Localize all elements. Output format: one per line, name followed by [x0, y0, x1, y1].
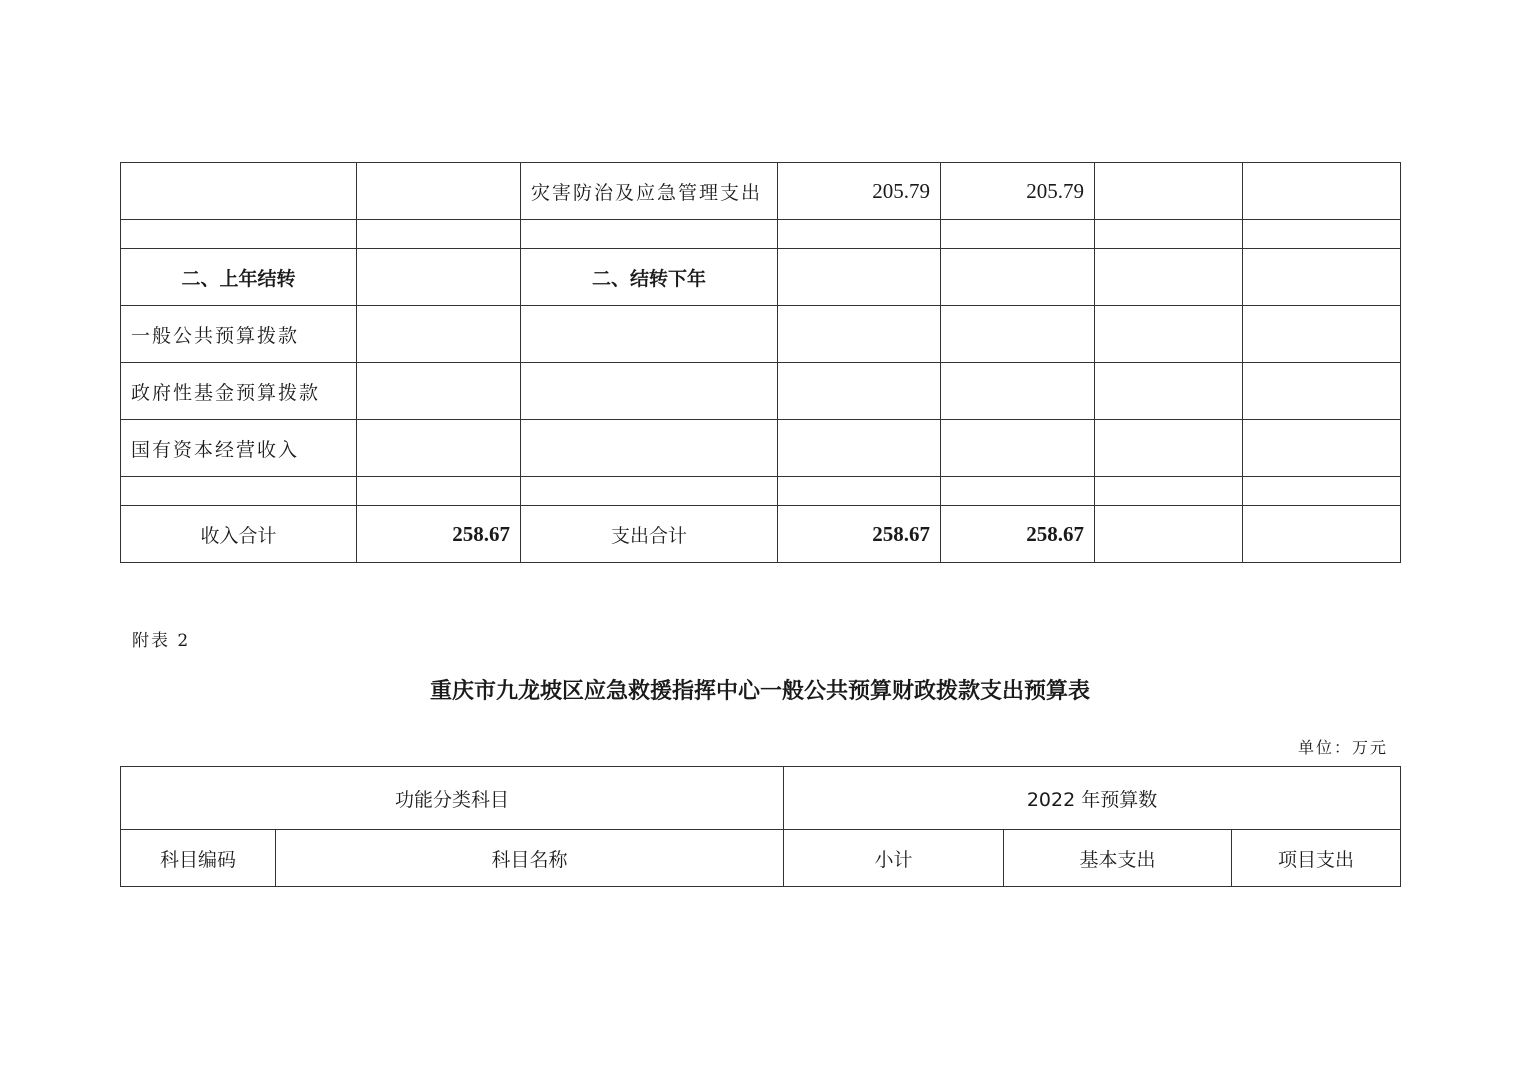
table-cell [941, 220, 1095, 249]
table-cell [1243, 220, 1401, 249]
table-cell [941, 477, 1095, 506]
table-row [121, 506, 1401, 563]
table-cell [521, 220, 778, 249]
table-header-row [121, 767, 1401, 830]
income-total-value: 258.67 [357, 506, 521, 563]
expense-total-value: 205.79 [778, 163, 941, 220]
subject-code-header: 科目编码 [121, 830, 276, 887]
table-cell [1095, 306, 1243, 363]
table-row [121, 477, 1401, 506]
expense-general-sum: 258.67 [941, 506, 1095, 563]
project-expense-header: 项目支出 [1232, 830, 1401, 887]
table-cell [1095, 163, 1243, 220]
expense-general-value: 205.79 [941, 163, 1095, 220]
table-row [121, 306, 1401, 363]
budget-expense-table [120, 766, 1401, 887]
table-cell [357, 249, 521, 306]
table-cell [521, 363, 778, 420]
table-cell [778, 477, 941, 506]
table-cell [778, 363, 941, 420]
table-cell [521, 420, 778, 477]
table-cell [357, 306, 521, 363]
table-subheader-row [121, 830, 1401, 887]
table-cell [1243, 306, 1401, 363]
table-cell [778, 220, 941, 249]
budget-year-header: 2022 年预算数 [784, 767, 1401, 830]
expense-total-sum: 258.67 [778, 506, 941, 563]
table-cell [941, 420, 1095, 477]
table-row [121, 363, 1401, 420]
table-cell [521, 477, 778, 506]
table-row [121, 420, 1401, 477]
attachment-label: 附表 2 [132, 631, 191, 651]
expense-carryover-label: 二、结转下年 [521, 249, 778, 306]
table-cell [1095, 363, 1243, 420]
table-row [121, 249, 1401, 306]
table-cell [357, 163, 521, 220]
table-cell [1243, 506, 1401, 563]
basic-expense-header: 基本支出 [1004, 830, 1232, 887]
table-cell [357, 477, 521, 506]
table-cell [778, 306, 941, 363]
table-cell [357, 420, 521, 477]
table-cell [941, 363, 1095, 420]
income-total-label: 收入合计 [121, 506, 357, 563]
table-cell [1095, 477, 1243, 506]
table-cell [941, 249, 1095, 306]
table-row [121, 163, 1401, 220]
table-cell [121, 163, 357, 220]
income-item-label: 一般公共预算拨款 [121, 306, 357, 363]
table-cell [1095, 420, 1243, 477]
income-expense-table [120, 162, 1401, 563]
table-cell [1243, 363, 1401, 420]
income-item-label: 政府性基金预算拨款 [121, 363, 357, 420]
income-carryover-label: 二、上年结转 [121, 249, 357, 306]
table-row [121, 220, 1401, 249]
table-cell [521, 306, 778, 363]
table-cell [941, 306, 1095, 363]
table-cell [121, 477, 357, 506]
table-cell [1095, 506, 1243, 563]
table-cell [1243, 420, 1401, 477]
table-cell [121, 220, 357, 249]
table-cell [357, 220, 521, 249]
table-cell [1095, 220, 1243, 249]
functional-category-header: 功能分类科目 [121, 767, 784, 830]
table-cell [1243, 477, 1401, 506]
expense-item-label: 灾害防治及应急管理支出 [521, 163, 778, 220]
subject-name-header: 科目名称 [276, 830, 784, 887]
table-cell [357, 363, 521, 420]
expense-total-label: 支出合计 [521, 506, 778, 563]
report-title: 重庆市九龙坡区应急救援指挥中心一般公共预算财政拨款支出预算表 [429, 678, 1090, 704]
unit-label: 单位：万元 [1297, 738, 1388, 757]
table-cell [1095, 249, 1243, 306]
table-cell [778, 420, 941, 477]
table-cell [1243, 249, 1401, 306]
table-cell [778, 249, 941, 306]
table-cell [1243, 163, 1401, 220]
subtotal-header: 小计 [784, 830, 1004, 887]
income-item-label: 国有资本经营收入 [121, 420, 357, 477]
